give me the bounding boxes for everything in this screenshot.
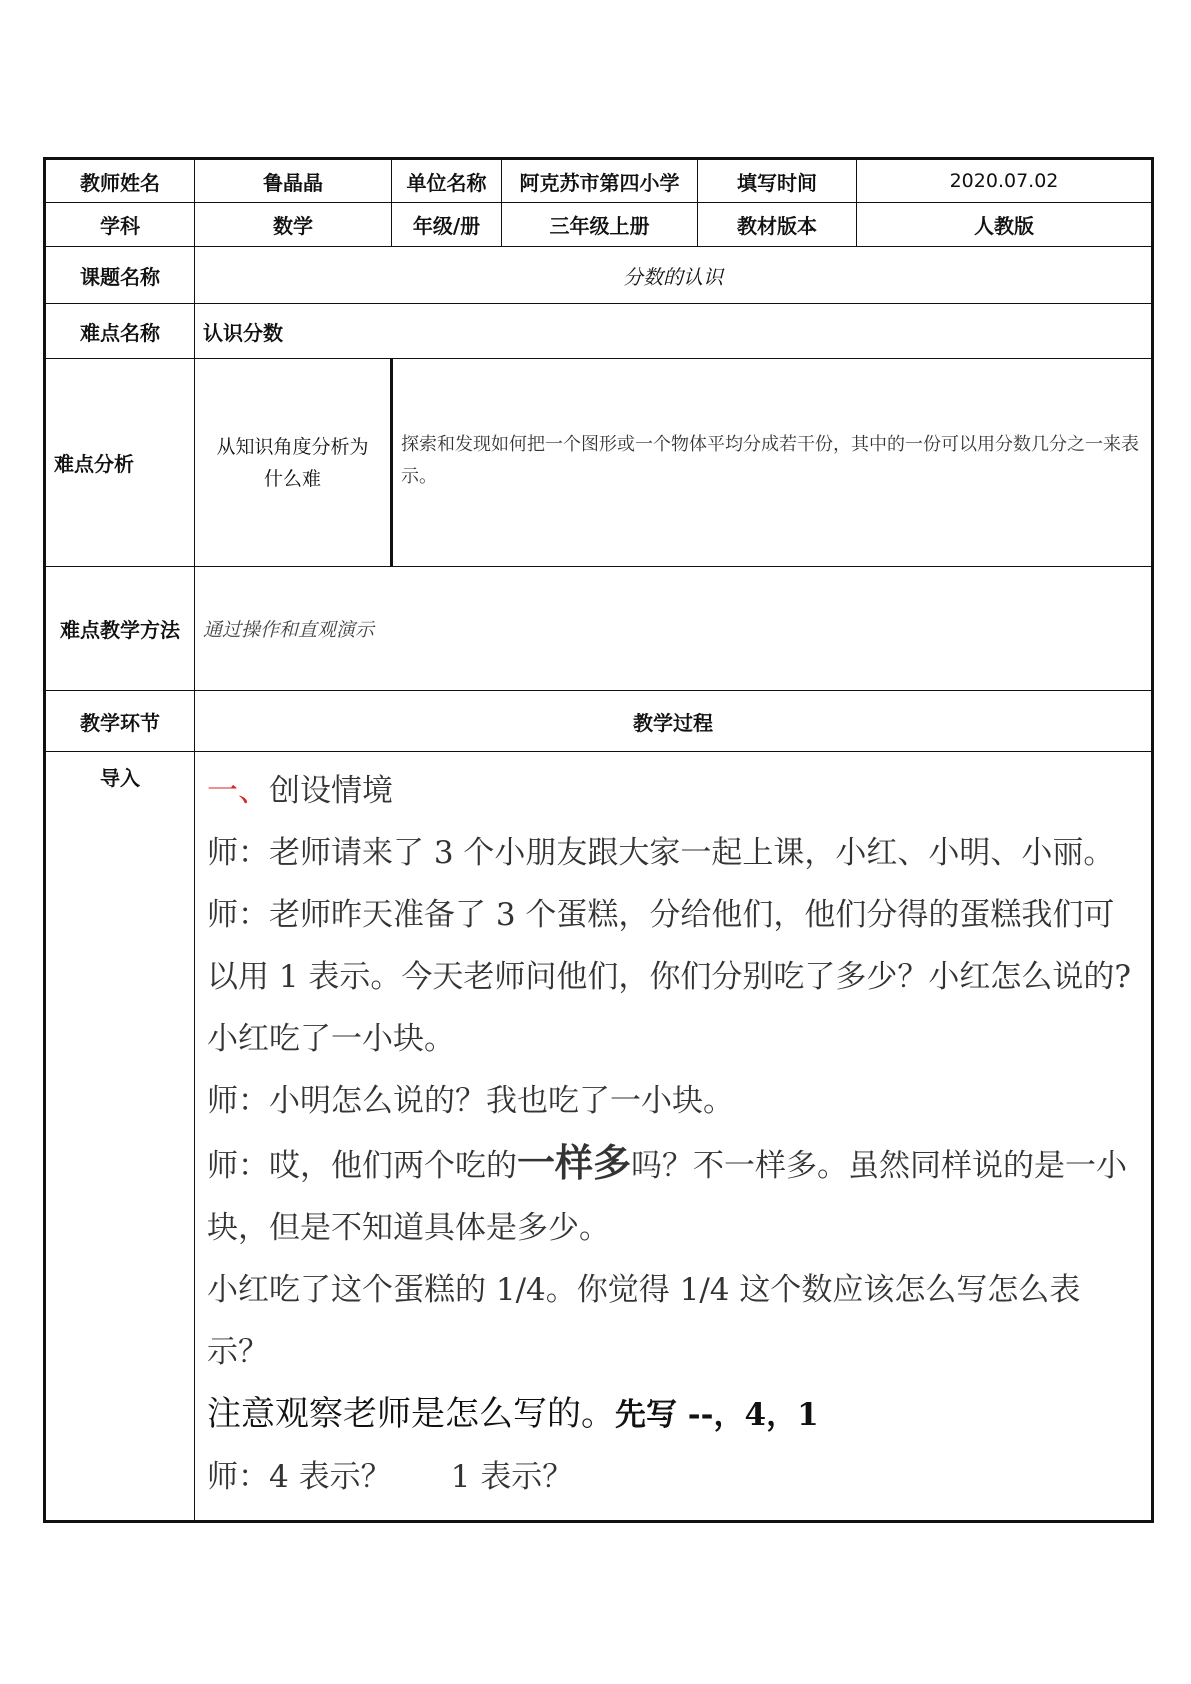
heading-text: 创设情境 bbox=[269, 773, 393, 809]
stage-header: 教学环节 bbox=[45, 691, 195, 752]
row-process-header bbox=[45, 691, 1153, 752]
p6-part-b: 先写 --，4，1 bbox=[615, 1397, 819, 1433]
process-heading bbox=[207, 760, 1139, 822]
process-paragraph-7: 师：4 表示？ 1 表示？ bbox=[207, 1459, 574, 1495]
row-analysis bbox=[45, 359, 1153, 567]
lesson-plan-sheet bbox=[43, 157, 1151, 1523]
topic-value: 分数的认识 bbox=[195, 247, 1153, 304]
unit-value: 阿克苏市第四小学 bbox=[502, 159, 698, 203]
process-paragraph-6 bbox=[207, 1383, 1139, 1446]
row-topic bbox=[45, 247, 1153, 304]
p4-emphasis: 一样多 bbox=[517, 1140, 632, 1185]
analysis-sub-label: 从知识角度分析为什么难 bbox=[195, 359, 392, 567]
stage-value: 导入 bbox=[45, 752, 195, 1522]
subject-value: 数学 bbox=[195, 203, 392, 247]
subject-label: 学科 bbox=[45, 203, 195, 247]
p4-part-c: 吗？不一样多。虽然同样说的是一小块，但是不知道具体是多少。 bbox=[207, 1148, 1128, 1246]
grade-label: 年级/册 bbox=[392, 203, 502, 247]
edition-value: 人教版 bbox=[857, 203, 1153, 247]
analysis-label: 难点分析 bbox=[45, 359, 195, 567]
method-value: 通过操作和直观演示 bbox=[195, 567, 1153, 691]
analysis-text: 探索和发现如何把一个图形或一个物体平均分成若干份，其中的一份可以用分数几分之一来表示。 bbox=[392, 359, 1153, 567]
row-subject bbox=[45, 203, 1153, 247]
teacher-value: 鲁晶晶 bbox=[195, 159, 392, 203]
process-content bbox=[195, 752, 1153, 1522]
row-teacher bbox=[45, 159, 1153, 203]
difficulty-value: 认识分数 bbox=[195, 304, 1153, 359]
edition-label: 教材版本 bbox=[698, 203, 857, 247]
row-difficulty bbox=[45, 304, 1153, 359]
process-header: 教学过程 bbox=[195, 691, 1153, 752]
process-paragraph-4 bbox=[207, 1132, 1139, 1259]
date-value: 2020.07.02 bbox=[857, 159, 1153, 203]
method-label: 难点教学方法 bbox=[45, 567, 195, 691]
process-paragraph-1: 师：老师请来了 3 个小朋友跟大家一起上课，小红、小明、小丽。 bbox=[207, 835, 1115, 871]
grade-value: 三年级上册 bbox=[502, 203, 698, 247]
p4-part-a: 师：哎，他们两个吃的 bbox=[207, 1148, 517, 1184]
row-method bbox=[45, 567, 1153, 691]
date-label: 填写时间 bbox=[698, 159, 857, 203]
teacher-label: 教师姓名 bbox=[45, 159, 195, 203]
heading-number: 一、 bbox=[207, 773, 269, 809]
unit-label: 单位名称 bbox=[392, 159, 502, 203]
process-paragraph-3: 师：小明怎么说的？我也吃了一小块。 bbox=[207, 1083, 734, 1119]
row-process bbox=[45, 752, 1153, 1522]
process-paragraph-5: 小红吃了这个蛋糕的 1/4。你觉得 1/4 这个数应该怎么写怎么表示？ bbox=[207, 1272, 1081, 1370]
lesson-plan-table bbox=[43, 157, 1154, 1523]
topic-label: 课题名称 bbox=[45, 247, 195, 304]
difficulty-label: 难点名称 bbox=[45, 304, 195, 359]
process-paragraph-2: 师：老师昨天准备了 3 个蛋糕，分给他们，他们分得的蛋糕我们可以用 1 表示。今天老师问他们，你们分别吃了多少？小红怎么说的?小红吃了一小块。 bbox=[207, 897, 1132, 1057]
p6-part-a: 注意观察老师是怎么写的。 bbox=[207, 1394, 615, 1434]
